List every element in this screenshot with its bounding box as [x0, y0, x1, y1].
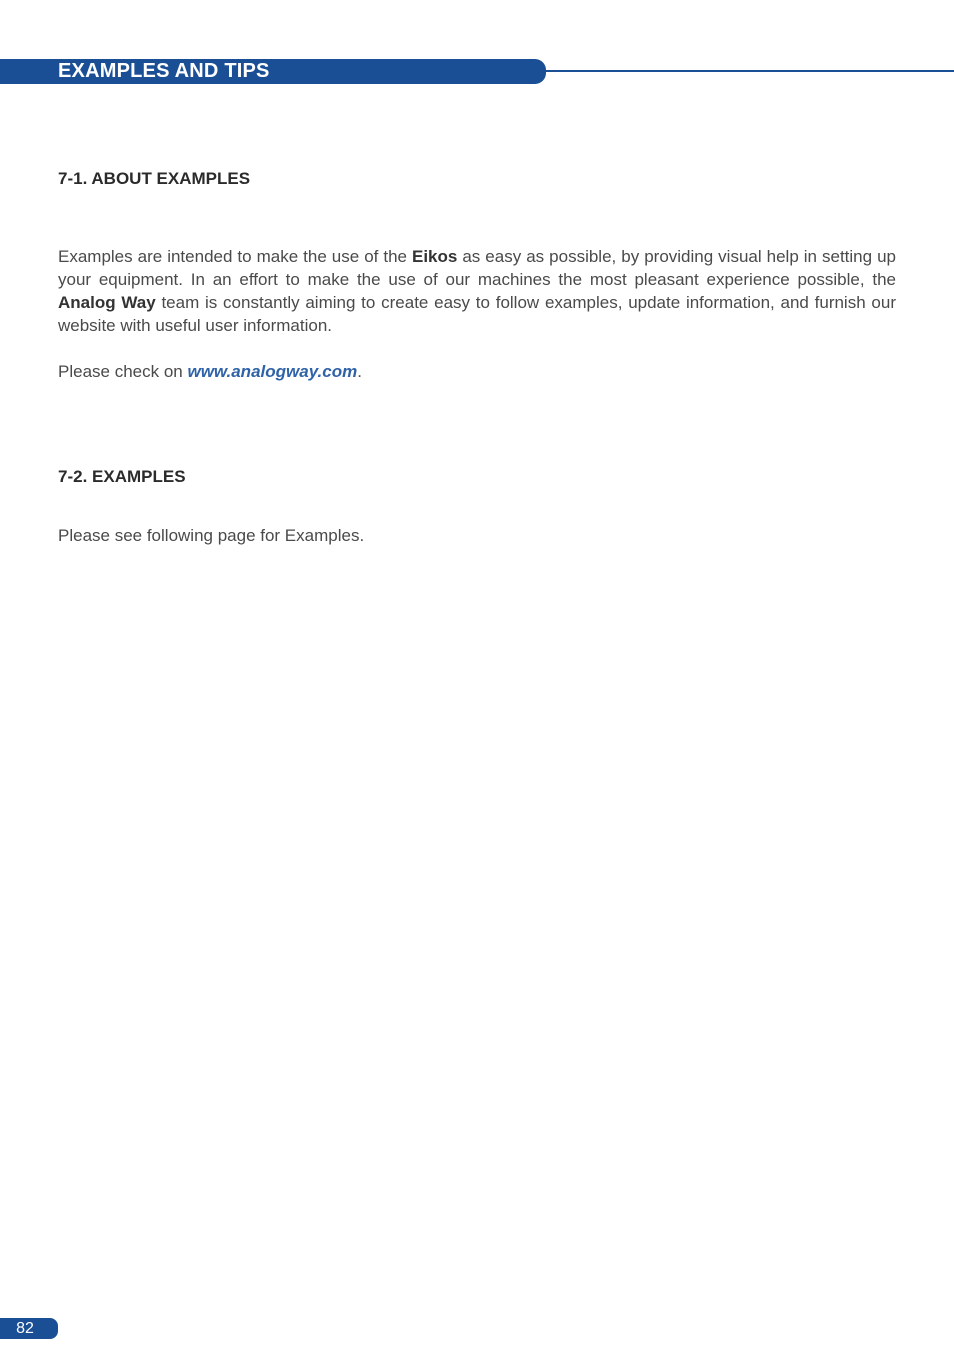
page-number: 82	[16, 1320, 34, 1337]
about-text-part-2: as easy as possible, by providing visual help in setting up your equipment. In an effort to make the use of our machines the most pleasant experience possible, the	[58, 247, 896, 289]
about-text-part-1: Examples are intended to make the use of the	[58, 247, 412, 266]
chapter-header-bar	[0, 59, 546, 84]
product-name-eikos: Eikos	[412, 247, 458, 266]
section-heading-about-examples: 7-1. ABOUT EXAMPLES	[58, 169, 251, 188]
website-paragraph	[58, 360, 896, 383]
about-examples-paragraph	[58, 245, 896, 337]
page-number-badge	[0, 1318, 58, 1339]
chapter-title: EXAMPLES AND TIPS	[58, 60, 270, 82]
header-rule	[546, 70, 954, 72]
section-heading-examples: 7-2. EXAMPLES	[58, 467, 186, 486]
company-name-analog-way: Analog Way	[58, 293, 156, 312]
website-prefix: Please check on	[58, 362, 188, 381]
website-suffix: .	[357, 362, 362, 381]
website-link[interactable]: www.analogway.com	[187, 362, 358, 381]
examples-paragraph: Please see following page for Examples.	[58, 526, 365, 545]
about-text-part-3: team is constantly aiming to create easy to follow examples, update information, and furnish our website with useful user information.	[58, 293, 896, 335]
